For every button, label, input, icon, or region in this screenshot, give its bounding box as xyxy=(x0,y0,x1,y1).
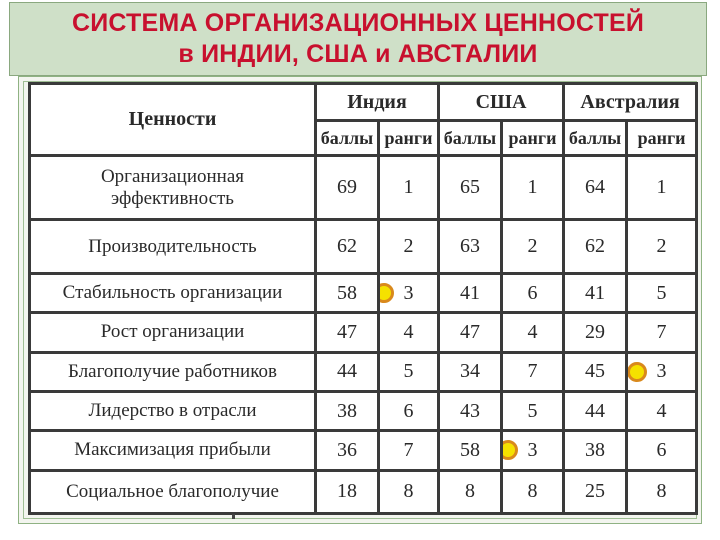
rank-value: 7 xyxy=(403,438,414,461)
rank-cell xyxy=(379,156,439,220)
rank-cell xyxy=(627,273,697,312)
rank-cell xyxy=(379,470,439,514)
header-scores: баллы xyxy=(439,121,502,156)
table-row xyxy=(30,273,697,312)
rank-cell xyxy=(379,431,439,470)
rank-value: 1 xyxy=(656,176,667,199)
rank-value: 3 xyxy=(404,282,414,305)
title-line-2: в ИНДИИ, США и АВСТАЛИИ xyxy=(178,40,538,68)
rank-value: 3 xyxy=(657,360,667,383)
rank-cell xyxy=(379,220,439,274)
score-value: 8 xyxy=(465,480,476,503)
score-value: 65 xyxy=(460,176,481,199)
score-value: 64 xyxy=(585,176,606,199)
value-name: Производительность xyxy=(30,220,316,274)
score-value: 58 xyxy=(460,438,481,461)
rank-value: 3 xyxy=(528,439,538,462)
rank-value: 7 xyxy=(656,320,667,343)
score-cell xyxy=(564,313,627,352)
score-value: 25 xyxy=(585,480,606,503)
header-ranks: ранги xyxy=(379,121,439,156)
rank-value: 5 xyxy=(527,399,538,422)
rank-value: 8 xyxy=(656,480,667,503)
rank-cell xyxy=(627,220,697,274)
score-value: 41 xyxy=(460,281,481,304)
value-name: Максимизация прибыли xyxy=(30,431,316,470)
rank-cell xyxy=(502,470,564,514)
score-cell xyxy=(316,352,379,391)
rank-value: 4 xyxy=(527,320,538,343)
score-value: 43 xyxy=(460,399,481,422)
table-row xyxy=(30,156,697,220)
value-name: Рост организации xyxy=(30,313,316,352)
rank-value: 6 xyxy=(656,438,667,461)
header-country-india: Индия xyxy=(316,84,439,121)
table-row xyxy=(30,391,697,430)
score-value: 38 xyxy=(337,399,357,422)
rank-cell xyxy=(502,431,564,470)
rank-value: 5 xyxy=(656,281,667,304)
value-name: Стабильность организации xyxy=(30,273,316,312)
header-ranks: ранги xyxy=(627,121,697,156)
header-country-usa: США xyxy=(439,84,564,121)
score-value: 58 xyxy=(337,281,357,304)
table-row xyxy=(30,313,697,352)
rank-cell xyxy=(502,391,564,430)
score-cell xyxy=(439,470,502,514)
score-cell xyxy=(316,470,379,514)
score-cell xyxy=(564,391,627,430)
rank-cell xyxy=(627,431,697,470)
score-cell xyxy=(316,220,379,274)
score-value: 63 xyxy=(460,235,481,258)
score-value: 38 xyxy=(585,438,606,461)
photo-edge-mark xyxy=(232,514,235,519)
highlight-circle-icon xyxy=(627,362,647,382)
score-value: 44 xyxy=(585,399,606,422)
value-name: Социальное благополучие xyxy=(30,470,316,514)
score-cell xyxy=(316,156,379,220)
score-value: 41 xyxy=(585,281,606,304)
rank-cell xyxy=(379,313,439,352)
value-name: Благополучие работников xyxy=(30,352,316,391)
rank-cell xyxy=(502,313,564,352)
value-name: Лидерство в отрасли xyxy=(30,391,316,430)
score-cell xyxy=(316,273,379,312)
rank-value: 4 xyxy=(403,320,414,343)
rank-value: 2 xyxy=(656,235,667,258)
rank-cell xyxy=(502,352,564,391)
score-cell xyxy=(439,273,502,312)
rank-cell xyxy=(502,156,564,220)
rank-value: 6 xyxy=(527,281,538,304)
rank-cell xyxy=(627,470,697,514)
value-name: Организационная эффективность xyxy=(30,156,316,220)
score-cell xyxy=(564,156,627,220)
score-cell xyxy=(316,313,379,352)
rank-value: 8 xyxy=(527,480,538,503)
score-value: 18 xyxy=(337,480,357,503)
rank-value: 5 xyxy=(403,360,414,383)
table-row xyxy=(30,470,697,514)
score-value: 47 xyxy=(337,320,357,343)
score-value: 62 xyxy=(585,235,606,258)
highlight-circle-icon xyxy=(502,440,518,460)
header-ranks: ранги xyxy=(502,121,564,156)
rank-value: 1 xyxy=(527,176,538,199)
score-cell xyxy=(439,313,502,352)
score-value: 44 xyxy=(337,360,357,383)
values-table xyxy=(28,82,698,515)
header-scores: баллы xyxy=(316,121,379,156)
score-cell xyxy=(316,431,379,470)
score-cell xyxy=(439,220,502,274)
score-value: 45 xyxy=(585,360,606,383)
rank-value: 4 xyxy=(656,399,667,422)
rank-cell xyxy=(379,273,439,312)
score-cell xyxy=(439,352,502,391)
score-value: 29 xyxy=(585,320,606,343)
rank-cell xyxy=(379,352,439,391)
rank-cell xyxy=(627,352,697,391)
rank-value: 2 xyxy=(403,235,414,258)
score-cell xyxy=(564,273,627,312)
rank-cell xyxy=(627,391,697,430)
score-cell xyxy=(564,220,627,274)
score-cell xyxy=(564,470,627,514)
rank-cell xyxy=(627,156,697,220)
rank-cell xyxy=(379,391,439,430)
table-row xyxy=(30,220,697,274)
score-cell xyxy=(439,431,502,470)
slide-title xyxy=(9,2,707,76)
title-line-1: СИСТЕМА ОРГАНИЗАЦИОННЫХ ЦЕННОСТЕЙ xyxy=(71,9,645,37)
score-value: 34 xyxy=(460,360,481,383)
rank-value: 8 xyxy=(403,480,414,503)
rank-value: 6 xyxy=(403,399,414,422)
score-value: 62 xyxy=(337,235,357,258)
header-scores: баллы xyxy=(564,121,627,156)
rank-value: 2 xyxy=(527,235,538,258)
score-cell xyxy=(439,391,502,430)
score-value: 47 xyxy=(460,320,481,343)
rank-value: 7 xyxy=(527,360,538,383)
score-cell xyxy=(564,352,627,391)
table-row xyxy=(30,352,697,391)
rank-cell xyxy=(502,273,564,312)
highlight-circle-icon xyxy=(379,283,394,303)
score-cell xyxy=(439,156,502,220)
score-cell xyxy=(564,431,627,470)
rank-cell xyxy=(627,313,697,352)
header-country-australia: Австралия xyxy=(564,84,697,121)
score-value: 69 xyxy=(337,176,357,199)
score-value: 36 xyxy=(337,438,357,461)
score-cell xyxy=(316,391,379,430)
header-values: Ценности xyxy=(30,84,316,156)
rank-cell xyxy=(502,220,564,274)
rank-value: 1 xyxy=(403,176,414,199)
table-row xyxy=(30,431,697,470)
